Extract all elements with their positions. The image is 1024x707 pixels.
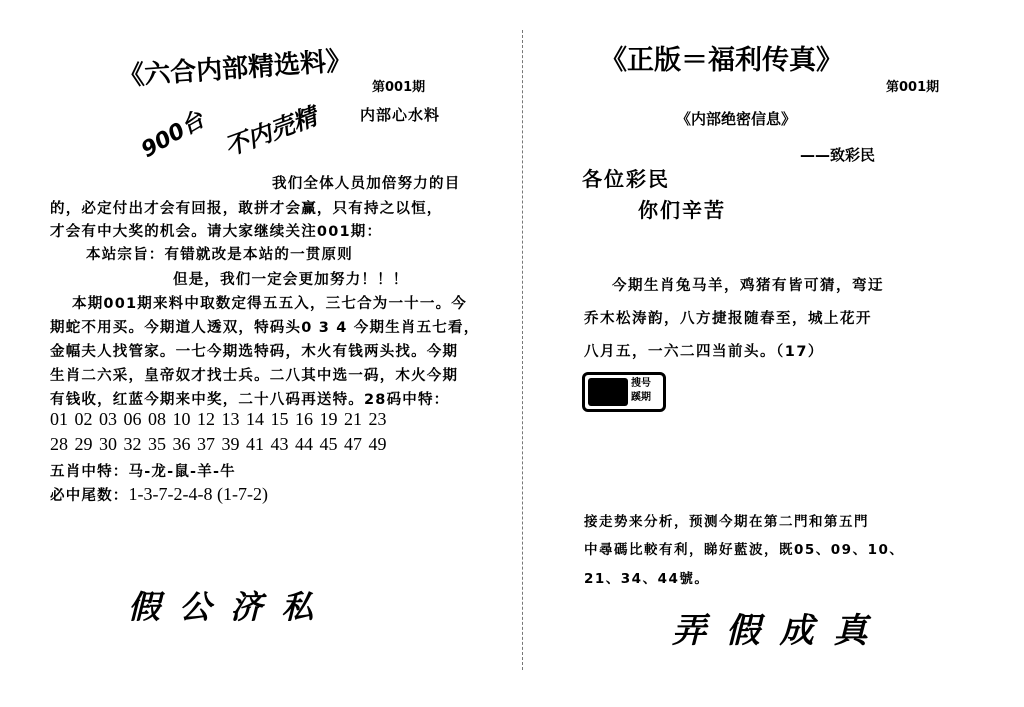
right-issue: 第001期	[886, 80, 940, 95]
handwritten-overlay: 900台	[137, 107, 209, 164]
numbers-row: 28 29 30 32 35 36 37 39 41 43 44 45 47 49	[50, 434, 387, 454]
analysis-line: 21、34、44號。	[584, 571, 710, 587]
text-line: 的，必定付出才会有回报，敢拼才会赢，只有持之以恒，	[50, 201, 443, 217]
handwritten-note: 不内売精	[220, 102, 321, 162]
logo-text	[631, 377, 663, 405]
page-divider	[522, 30, 523, 670]
poem-line: 八月五，一六二四当前头。（17）	[584, 344, 824, 360]
text-line: 本期001期来料中取数定得五五入，三七合为一十一。今	[72, 296, 467, 312]
text-line: 期蛇不用买。今期道人透双，特码头0 3 4 今期生肖五七看，	[50, 320, 480, 336]
text-line: 有钱收，红蓝今期来中奖，二十八码再送特。28码中特：	[50, 392, 450, 408]
text-line: 我们全体人员加倍努力的目	[272, 176, 461, 192]
dedication: ——致彩民	[800, 146, 876, 164]
five-zodiac-value: 马-龙-鼠-羊-牛	[128, 464, 236, 480]
tail-value: 1-3-7-2-4-8 (1-7-2)	[128, 484, 268, 504]
right-subtitle: 《内部绝密信息》	[676, 110, 797, 128]
text-line: 金幅夫人找管家。一七今期选特码，木火有钱两头找。今期	[50, 344, 459, 360]
left-footer: 假 公 济 私	[128, 588, 318, 626]
five-zodiac-label: 五肖中特：	[50, 464, 129, 480]
text-line: 本站宗旨：有错就改是本站的一贯原则	[86, 247, 353, 263]
analysis-line: 接走势来分析，预测今期在第二門和第五門	[584, 514, 869, 530]
left-issue: 第001期	[372, 80, 426, 95]
text-line: 生肖二六采，皇帝奴才找士兵。二八其中选一码，木火今期	[50, 368, 459, 384]
mascot-icon	[588, 378, 628, 406]
analysis-line: 中尋碼比較有利，睇好藍波，既05、09、10、	[584, 542, 905, 558]
right-footer: 弄 假 成 真	[672, 611, 872, 651]
greeting-1: 各位彩民	[582, 167, 670, 191]
greeting-2: 你们辛苦	[638, 198, 726, 222]
tail-label: 必中尾数：	[50, 488, 129, 504]
left-subtitle: 内部心水料	[360, 106, 441, 124]
right-title: 《正版＝福利传真》	[600, 45, 843, 76]
logo-text-line: 搜号	[631, 378, 651, 389]
text-line: 但是，我们一定会更加努力！！！	[173, 272, 409, 288]
numbers-row: 01 02 03 06 08 10 12 13 14 15 16 19 21 23	[50, 409, 387, 429]
five-zodiac-line	[50, 460, 236, 481]
tail-line	[50, 484, 268, 505]
text-line: 才会有中大奖的机会。请大家继续关注001期：	[50, 224, 383, 240]
left-title: 《六合内部精选料》	[117, 45, 353, 93]
zodiac-logo	[582, 372, 666, 412]
poem-line: 乔木松涛韵，八方捷报随春至，城上花开	[584, 311, 872, 327]
poem-line: 今期生肖兔马羊，鸡猪有皆可猜，弯迂	[612, 278, 884, 294]
logo-text-line: 蹊期	[631, 392, 651, 403]
